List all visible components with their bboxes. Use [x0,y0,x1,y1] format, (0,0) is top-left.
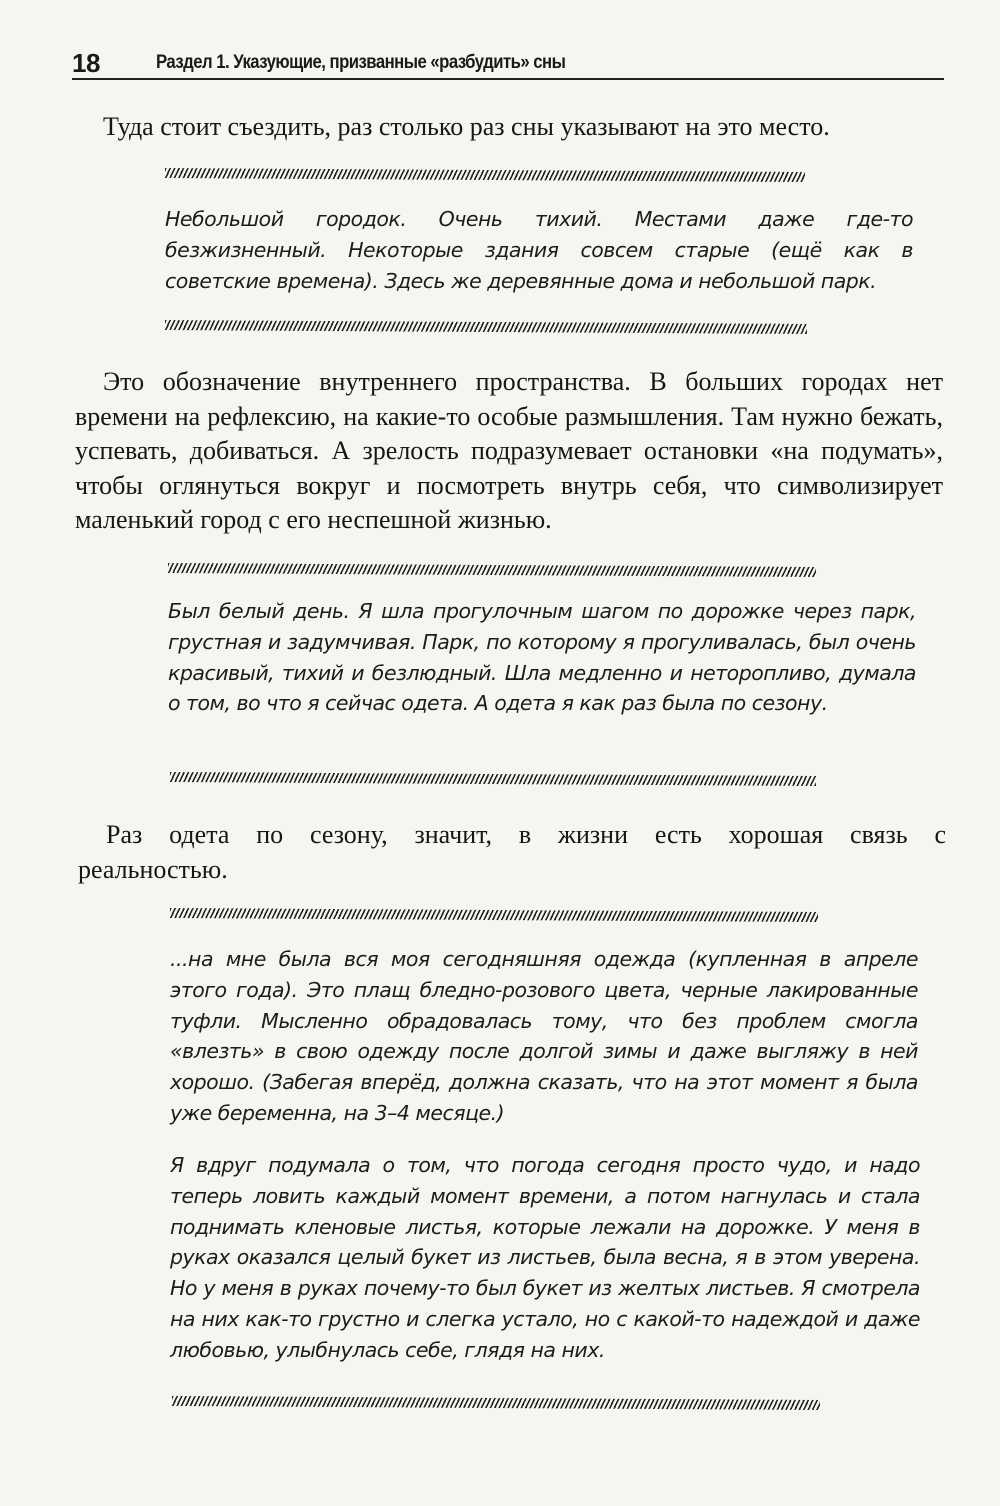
paragraph-3: Раз одета по сезону, значит, в жизни есть хорошая связь с реальностью. [78,820,946,884]
wavy-divider [170,772,816,786]
wavy-divider [172,1396,820,1410]
wavy-divider [170,908,818,922]
wavy-divider [165,168,805,182]
wavy-divider [168,563,816,577]
dream-excerpt-3a: ...на мне была вся моя сегодняшняя одежда (купленная в апреле этого года). Это плащ бледно-розового цвета, черные лакированные туфли. Мысленно обрадовалась тому, что без проблем смогла «влезть» в свою одежду после долгой зимы и даже выгляжу в ней хорошо. (Забегая вперёд, должна сказать, что на этот момент я была уже беременна, на 3–4 месяце.) [170,947,918,1125]
dream-excerpt-1: Небольшой городок. Очень тихий. Местами даже где-то безжизненный. Некоторые здания совсем старые (ещё как в советские времена). Здесь же деревянные дома и небольшой парк. [165,207,913,293]
running-title: Раздел 1. Указующие, призванные «разбудить» сны [156,52,566,73]
wavy-divider [165,320,807,334]
paragraph-2: Это обозначение внутреннего пространства. В больших городах нет времени на рефлексию, на какие-то особые размышления. Там нужно бежать, успевать, добиваться. А зрелость подразумевает остановки «на подумать», чтобы оглянуться вокруг и посмотреть внутрь себя, что символизирует маленький город с его неспешной жизнью. [75,367,943,534]
dream-excerpt-2: Был белый день. Я шла прогулочным шагом по дорожке через парк, грустная и задумчивая. Парк, по которому я прогуливалась, был очень красивый, тихий и безлюдный. Шла медленно и неторопливо, думала о том, во что я сейчас одета. А одета я как раз была по сезону. [168,599,916,716]
dream-excerpt-3b: Я вдруг подумала о том, что погода сегодня просто чудо, и надо теперь ловить каждый момент времени, а потом нагнулась и стала поднимать кленовые листья, которые лежали на дорожке. У меня в руках оказался целый букет из листьев, была весна, я в этом уверена. Но у меня в руках почему-то был букет из желтых листьев. Я смотрела на них как-то грустно и слегка устало, но с какой-то надеждой и даже любовью, улыбнулась себе, глядя на них. [170,1153,920,1362]
page-number: 18 [72,48,100,78]
page-header [72,44,944,80]
paragraph-1: Туда стоит съездить, раз столько раз сны указывают на это место. [103,112,830,141]
